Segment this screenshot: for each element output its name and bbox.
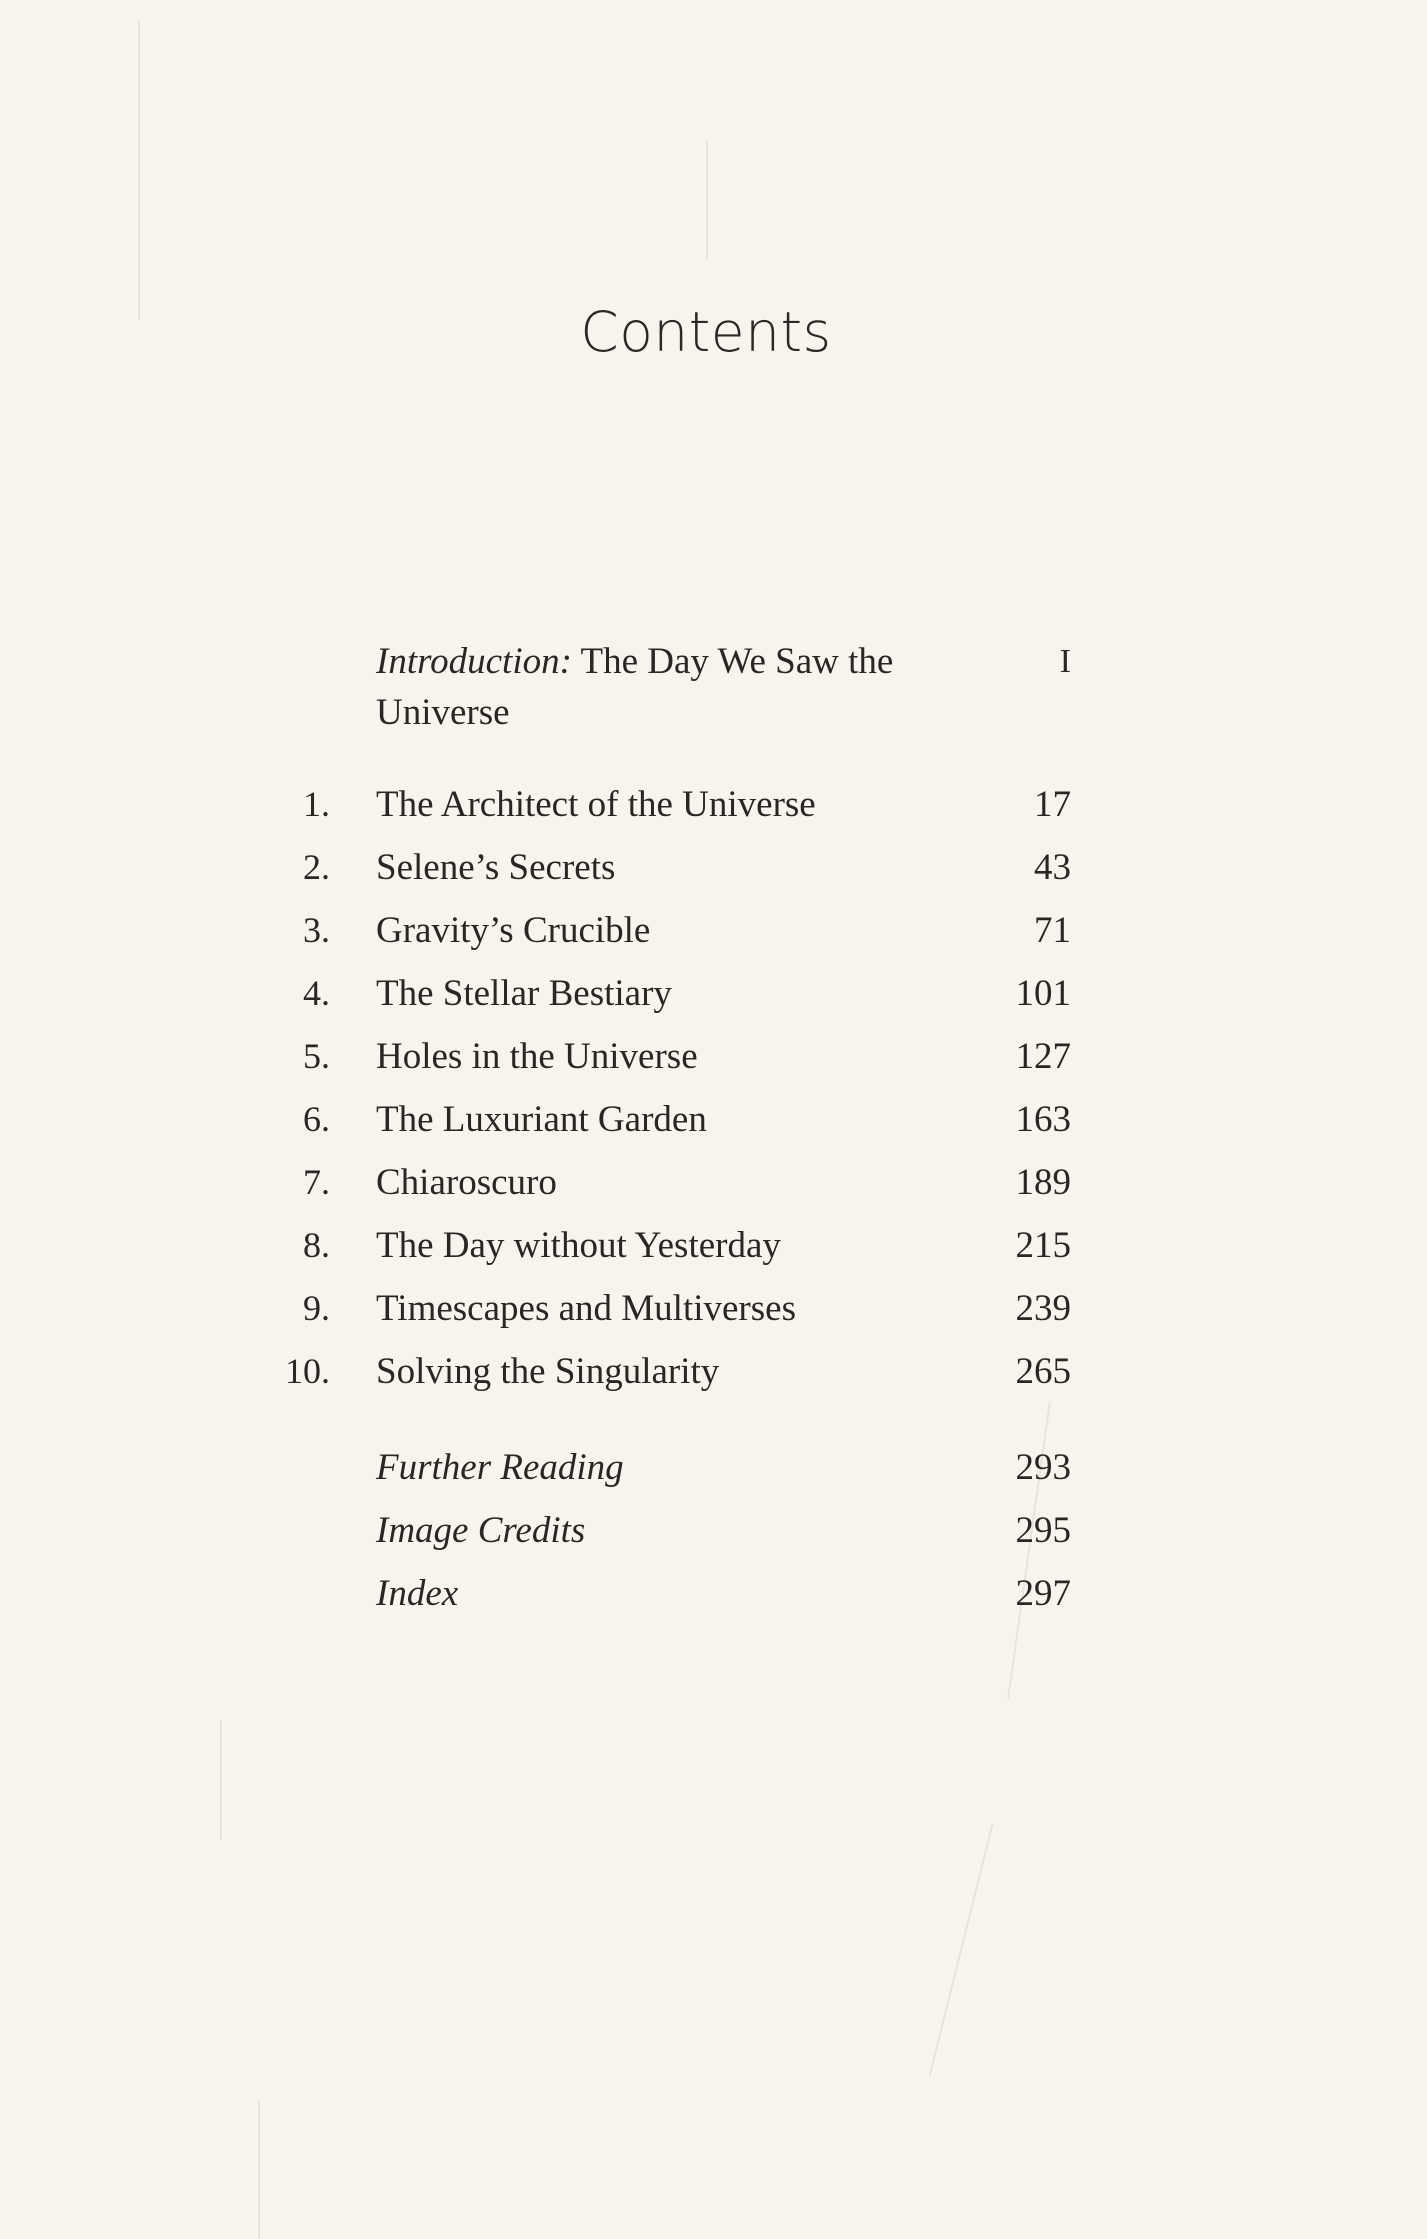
backmatter-title: Image Credits	[376, 1510, 586, 1551]
chapter-title: The Luxuriant Garden	[376, 1099, 707, 1140]
scan-artifact	[138, 20, 140, 320]
chapter-page: 265	[1015, 1351, 1071, 1392]
chapter-title: Solving the Singularity	[376, 1351, 720, 1392]
chapter-page: 71	[1034, 910, 1071, 951]
chapter-number: 8.	[303, 1225, 330, 1265]
backmatter-page: 293	[1015, 1447, 1071, 1488]
scan-artifact	[929, 1824, 994, 2077]
chapter-title: Chiaroscuro	[376, 1162, 557, 1203]
backmatter-page: 295	[1015, 1510, 1071, 1551]
chapter-page: 101	[1015, 973, 1071, 1014]
chapter-page: 189	[1015, 1162, 1071, 1203]
scan-artifact	[220, 1720, 222, 1840]
chapter-number: 1.	[303, 784, 330, 824]
toc-chapter-row[interactable]	[0, 972, 1427, 1032]
toc-chapter-row[interactable]	[0, 1224, 1427, 1284]
chapter-title: Selene’s Secrets	[376, 847, 616, 888]
chapter-page: 163	[1015, 1099, 1071, 1140]
chapter-number: 2.	[303, 847, 330, 887]
toc-chapter-row[interactable]	[0, 846, 1427, 906]
backmatter-page: 297	[1015, 1573, 1071, 1614]
chapter-number: 7.	[303, 1162, 330, 1202]
chapter-page: 239	[1015, 1288, 1071, 1329]
chapter-title: The Stellar Bestiary	[376, 973, 672, 1014]
chapter-number: 9.	[303, 1288, 330, 1328]
backmatter-title: Index	[376, 1573, 459, 1614]
chapter-number: 3.	[303, 910, 330, 950]
toc-introduction-page: I	[1059, 643, 1071, 680]
chapter-number: 6.	[303, 1099, 330, 1139]
toc-chapter-row[interactable]	[0, 1350, 1427, 1410]
toc-chapter-row[interactable]	[0, 1161, 1427, 1221]
chapter-page: 43	[1034, 847, 1071, 888]
chapter-page: 17	[1034, 784, 1071, 825]
chapter-title: Timescapes and Multiverses	[376, 1288, 796, 1329]
toc-chapter-row[interactable]	[0, 1098, 1427, 1158]
toc-backmatter-row[interactable]	[0, 1509, 1427, 1569]
scan-artifact	[258, 2100, 260, 2239]
chapter-title: The Day without Yesterday	[376, 1225, 781, 1266]
toc-chapter-row[interactable]	[0, 783, 1427, 843]
backmatter-title: Further Reading	[376, 1447, 624, 1488]
chapter-title: Holes in the Universe	[376, 1036, 698, 1077]
chapter-page: 127	[1015, 1036, 1071, 1077]
toc-chapter-row[interactable]	[0, 1287, 1427, 1347]
scan-artifact	[706, 140, 708, 260]
chapter-number: 10.	[285, 1351, 330, 1391]
chapter-page: 215	[1015, 1225, 1071, 1266]
chapter-number: 4.	[303, 973, 330, 1013]
toc-introduction-title[interactable]	[376, 636, 896, 738]
chapter-title: The Architect of the Universe	[376, 784, 816, 825]
toc-chapter-row[interactable]	[0, 909, 1427, 969]
toc-introduction-name: The Day We Saw the Universe	[376, 641, 894, 733]
chapter-title: Gravity’s Crucible	[376, 910, 651, 951]
chapter-number: 5.	[303, 1036, 330, 1076]
page-title: Contents	[580, 300, 832, 364]
toc-backmatter-row[interactable]	[0, 1446, 1427, 1506]
toc-chapter-row[interactable]	[0, 1035, 1427, 1095]
toc-introduction-label: Introduction:	[376, 641, 572, 682]
toc-backmatter-row[interactable]	[0, 1572, 1427, 1632]
